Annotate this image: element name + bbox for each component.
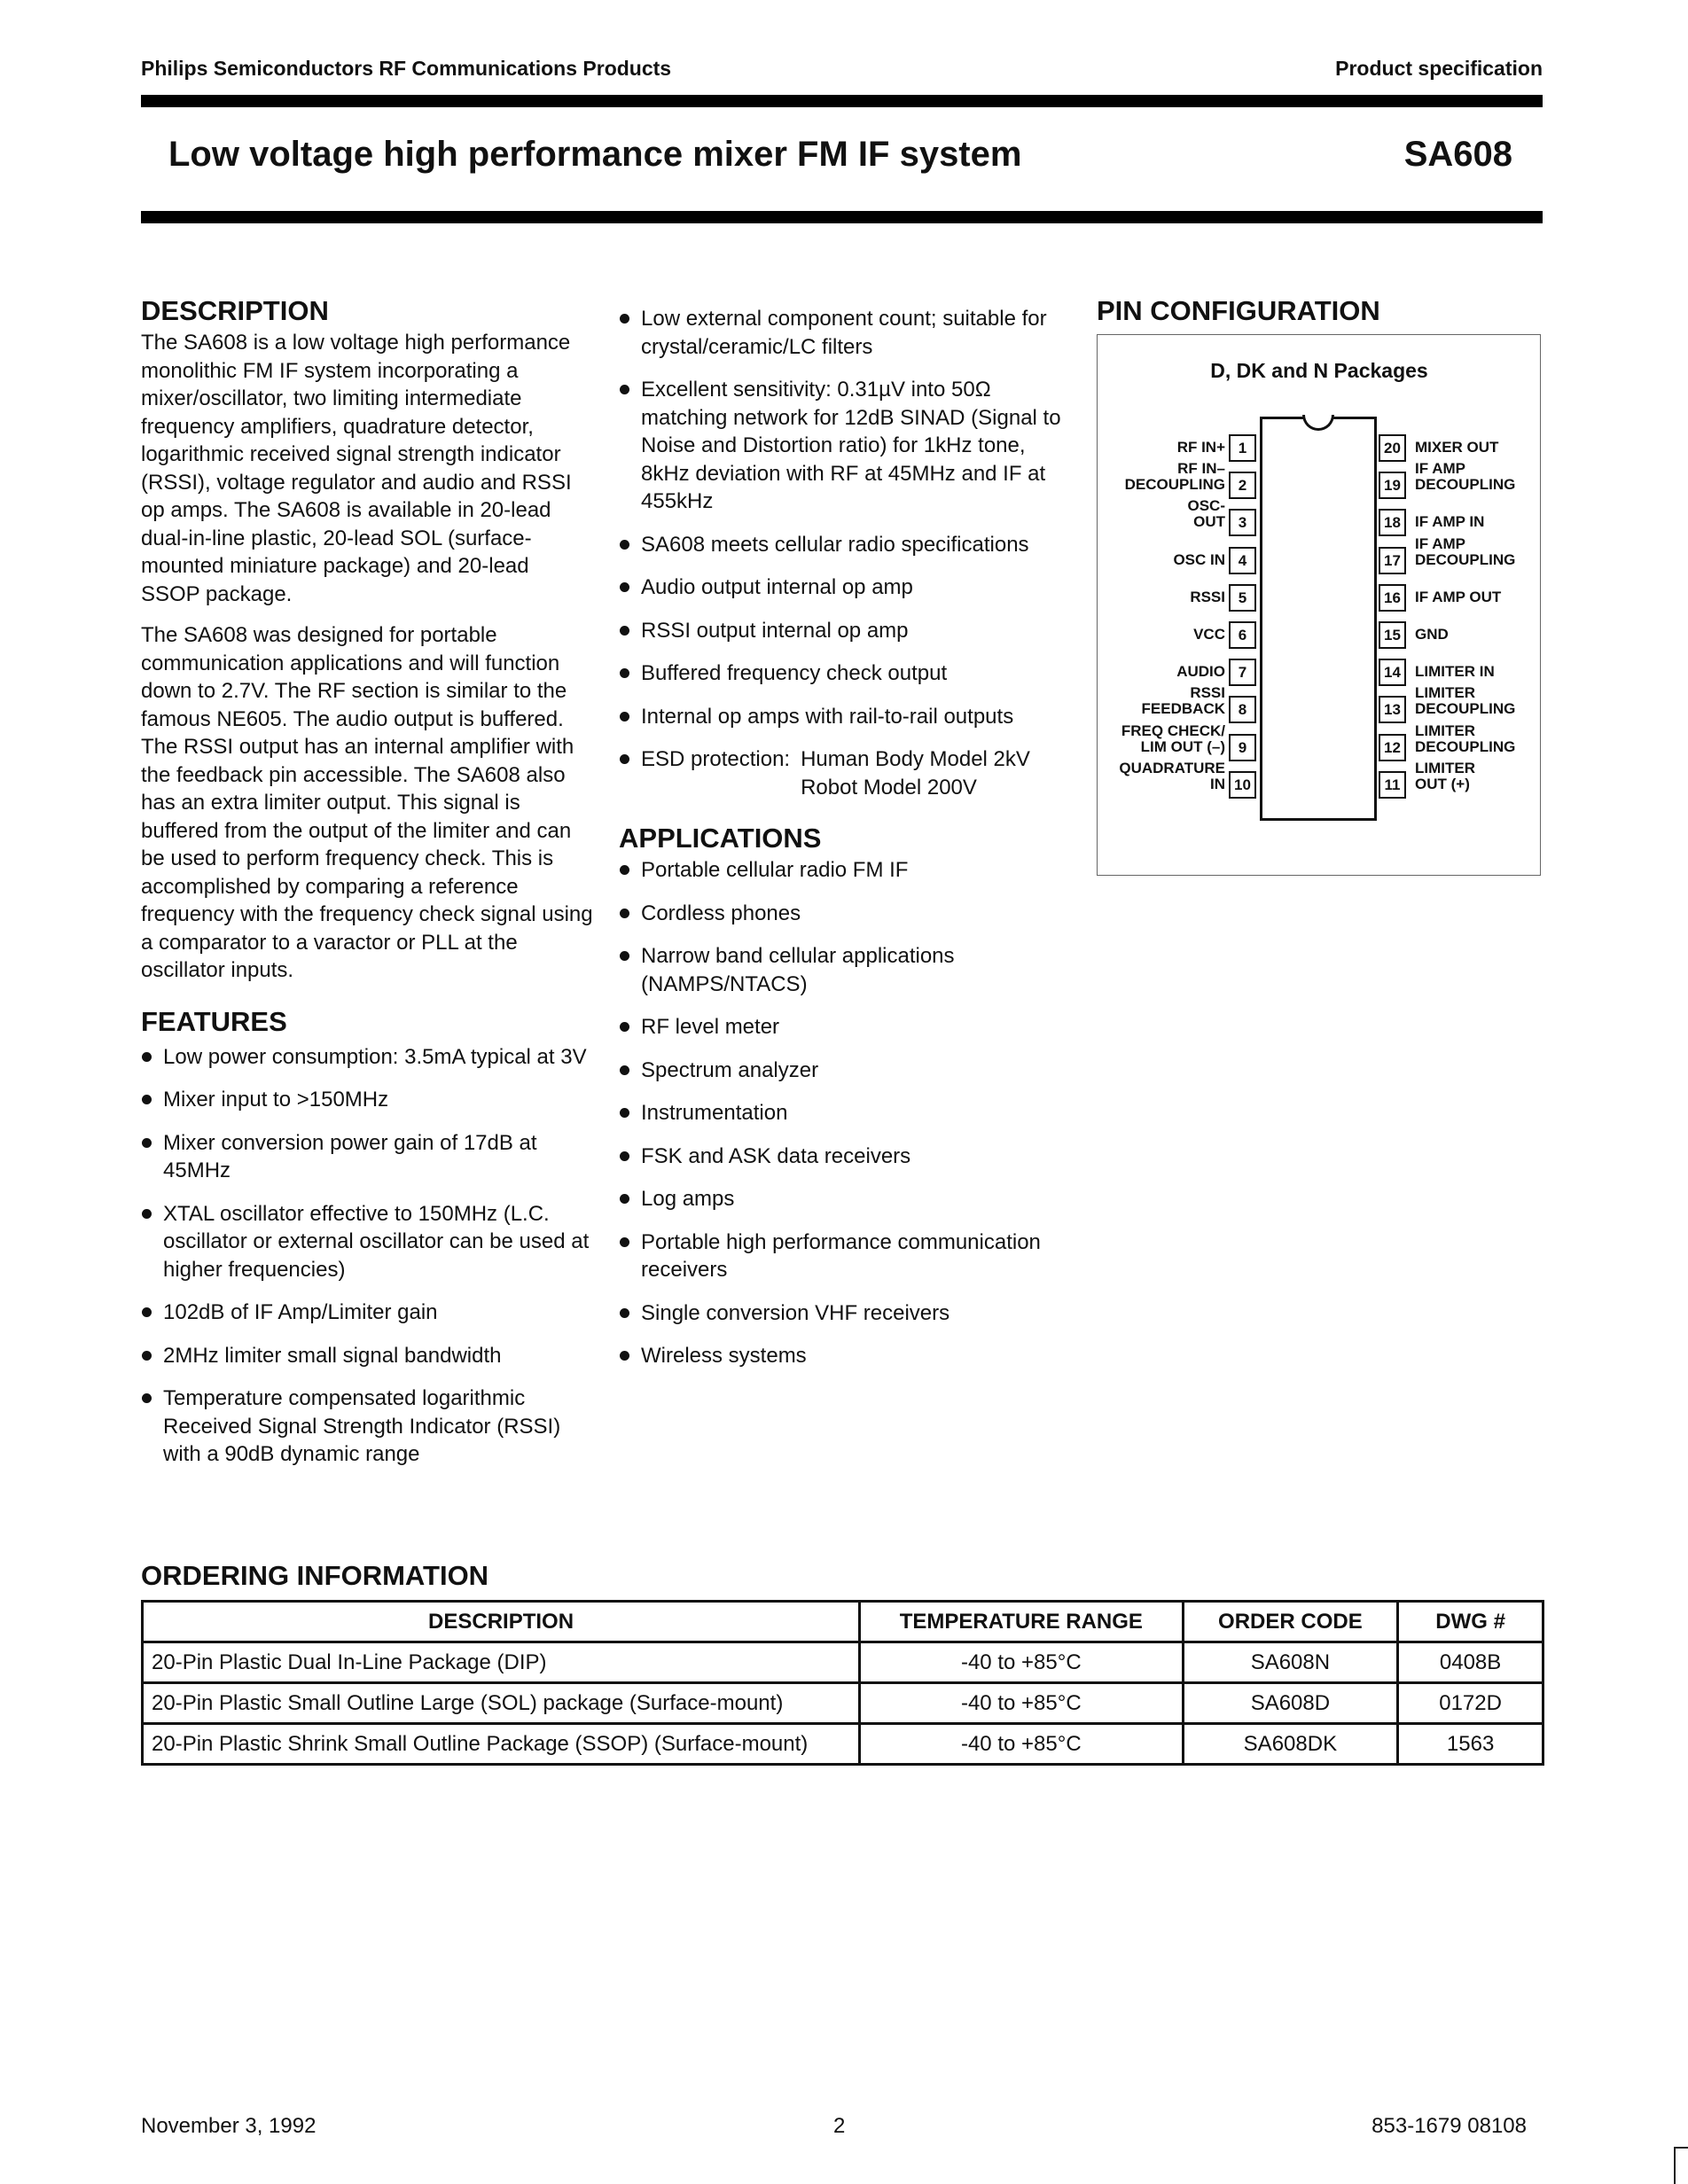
list-item-esd: [619, 745, 1075, 801]
list-item: Narrow band cellular applications (NAMPS/NTACS): [619, 942, 1075, 998]
pin-label: LIMITER DECOUPLING: [1415, 684, 1516, 718]
table-cell: SA608D: [1183, 1683, 1398, 1724]
list-item: Portable high performance communication receivers: [619, 1228, 1075, 1284]
pin-label: RSSI FEEDBACK: [1141, 684, 1225, 718]
page-number: 2: [833, 2114, 846, 2138]
features-heading: FEATURES: [141, 1005, 287, 1037]
list-item: Internal op amps with rail-to-rail outputs: [619, 703, 1075, 731]
table-cell: -40 to +85°C: [860, 1683, 1183, 1724]
package-title: D, DK and N Packages: [1210, 359, 1428, 382]
list-item: SA608 meets cellular radio specifications: [619, 531, 1075, 559]
pin-label: OSC- OUT: [1187, 497, 1225, 531]
list-item: FSK and ASK data receivers: [619, 1143, 1075, 1171]
pin-label: VCC: [1193, 626, 1225, 643]
esd-line: Human Body Model 2kV: [801, 747, 1030, 771]
esd-line: Robot Model 200V: [801, 775, 977, 800]
pin-number: 3: [1229, 509, 1256, 536]
pin-label: RF IN– DECOUPLING: [1124, 460, 1225, 494]
esd-label: ESD protection:: [641, 747, 791, 771]
pin-number: 16: [1379, 584, 1406, 612]
pin-label: RF IN+: [1176, 439, 1225, 456]
applications-list: [619, 856, 1075, 1370]
table-header-row: [143, 1602, 1543, 1642]
table-cell: 0408B: [1398, 1642, 1543, 1683]
pin-number: 14: [1379, 659, 1406, 686]
pin-label: GND: [1415, 626, 1449, 643]
list-item: Log amps: [619, 1185, 1075, 1213]
table-cell: SA608DK: [1183, 1724, 1398, 1765]
pin-label: QUADRATURE IN: [1119, 759, 1225, 792]
list-item: Cordless phones: [619, 900, 1075, 928]
pin-number: 6: [1229, 621, 1256, 649]
part-number: SA608: [1403, 135, 1512, 174]
pin-number: 9: [1229, 734, 1256, 761]
pin-number: 7: [1229, 659, 1256, 686]
pin-number: 12: [1379, 734, 1406, 761]
pin-number: 20: [1379, 434, 1406, 462]
pin-label: FREQ CHECK/ LIM OUT (–): [1121, 722, 1225, 755]
table-row: [143, 1683, 1543, 1724]
pin-label: AUDIO: [1176, 663, 1225, 681]
list-item: Spectrum analyzer: [619, 1057, 1075, 1085]
company-header: Philips Semiconductors RF Communications Products: [141, 57, 672, 80]
document-type: Product specification: [1335, 57, 1543, 80]
pin-label: IF AMP DECOUPLING: [1415, 534, 1516, 568]
header-rule-bottom: [141, 211, 1543, 223]
pin-number: 10: [1229, 771, 1256, 799]
table-row: [143, 1724, 1543, 1765]
table-cell: 1563: [1398, 1724, 1543, 1765]
list-item: Wireless systems: [619, 1342, 1075, 1370]
pin-label: LIMITER IN: [1415, 663, 1495, 681]
page-title: Low voltage high performance mixer FM IF system: [168, 135, 1022, 174]
description-paragraph: The SA608 was designed for portable communication applications and will function down to 2.7V. The RF section is similar to the famous NE605. The audio output is buffered. The RSSI output has an internal amplifier with the feedback pin accessible. The SA608 also has an extra limiter output. This signal is buffered from the output of the limiter and can be used to perform frequency check. This is accomplished by comparing a reference frequency with the frequency check signal using a comparator to a varactor or PLL at the oscillator inputs.: [141, 623, 593, 982]
pin-label: IF AMP DECOUPLING: [1415, 460, 1516, 494]
list-item: Buffered frequency check output: [619, 659, 1075, 688]
column-left: [141, 295, 593, 1484]
header-rule-top: [141, 95, 1543, 107]
pin-number: 18: [1379, 509, 1406, 536]
pin-configuration-heading: PIN CONFIGURATION: [1097, 295, 1380, 326]
pin-number: 19: [1379, 472, 1406, 499]
list-item: RF level meter: [619, 1013, 1075, 1041]
list-item: Instrumentation: [619, 1099, 1075, 1127]
table-row: [143, 1642, 1543, 1683]
list-item: Excellent sensitivity: 0.31µV into 50Ω matching network for 12dB SINAD (Signal to Noise and Distortion ratio) for 1kHz tone, 8kHz deviation with RF at 45MHz and IF at 455kHz: [619, 376, 1075, 516]
pin-number: 15: [1379, 621, 1406, 649]
pin-number: 1: [1229, 434, 1256, 462]
column-header: TEMPERATURE RANGE: [860, 1602, 1183, 1642]
column-header: DESCRIPTION: [143, 1602, 860, 1642]
list-item: RSSI output internal op amp: [619, 617, 1075, 645]
pin-label: LIMITER DECOUPLING: [1415, 722, 1516, 755]
table-cell: 20-Pin Plastic Small Outline Large (SOL) package (Surface-mount): [143, 1683, 860, 1724]
pin-number: 2: [1229, 472, 1256, 499]
column-middle: [619, 305, 1075, 1385]
crop-mark: [1674, 2147, 1688, 2184]
pin-number: 17: [1379, 547, 1406, 574]
list-item: Audio output internal op amp: [619, 573, 1075, 602]
table-cell: -40 to +85°C: [860, 1724, 1183, 1765]
footer-code: 853-1679 08108: [1372, 2114, 1527, 2138]
column-header: ORDER CODE: [1183, 1602, 1398, 1642]
footer-date: November 3, 1992: [141, 2114, 316, 2138]
list-item: Low power consumption: 3.5mA typical at 3V: [141, 1043, 593, 1072]
list-item: Single conversion VHF receivers: [619, 1299, 1075, 1328]
table-cell: -40 to +85°C: [860, 1642, 1183, 1683]
table-cell: 20-Pin Plastic Shrink Small Outline Package (SSOP) (Surface-mount): [143, 1724, 860, 1765]
pin-label: RSSI: [1190, 588, 1225, 605]
pin-label: IF AMP IN: [1415, 513, 1485, 531]
applications-heading: APPLICATIONS: [619, 823, 822, 854]
list-item: XTAL oscillator effective to 150MHz (L.C. oscillator or external oscillator can be used at higher frequencies): [141, 1200, 593, 1284]
list-item: Portable cellular radio FM IF: [619, 856, 1075, 885]
features-list-continued: [619, 305, 1075, 801]
table-cell: 0172D: [1398, 1683, 1543, 1724]
description-heading: DESCRIPTION: [141, 295, 329, 326]
list-item: 2MHz limiter small signal bandwidth: [141, 1342, 593, 1370]
pin-number: 4: [1229, 547, 1256, 574]
pin-number: 5: [1229, 584, 1256, 612]
pin-label: IF AMP OUT: [1415, 588, 1502, 605]
list-item: Low external component count; suitable for crystal/ceramic/LC filters: [619, 305, 1075, 361]
pin-label: LIMITER OUT (+): [1415, 759, 1475, 792]
ordering-heading: ORDERING INFORMATION: [141, 1560, 489, 1591]
pin-number: 13: [1379, 696, 1406, 723]
table-cell: 20-Pin Plastic Dual In-Line Package (DIP): [143, 1642, 860, 1683]
ordering-table: [141, 1600, 1544, 1766]
list-item: Mixer conversion power gain of 17dB at 45MHz: [141, 1129, 593, 1185]
ic-package-body: [1260, 417, 1377, 821]
features-list: [141, 1043, 593, 1469]
pin-label: OSC IN: [1173, 550, 1225, 568]
list-item: Temperature compensated logarithmic Received Signal Strength Indicator (RSSI) with a 90dB dynamic range: [141, 1384, 593, 1469]
description-paragraph: The SA608 is a low voltage high performance monolithic FM IF system incorporating a mixer/oscillator, two limiting intermediate frequency amplifiers, quadrature detector, logarithmic received signal strength indicator (RSSI), voltage regulator and audio and RSSI op amps. The SA608 is available in 20-lead dual-in-line plastic, 20-lead SOL (surface-mounted miniature package) and 20-lead SSOP package.: [141, 331, 572, 606]
list-item: Mixer input to >150MHz: [141, 1086, 593, 1114]
column-header: DWG #: [1398, 1602, 1543, 1642]
pin-label: MIXER OUT: [1415, 439, 1499, 456]
list-item: 102dB of IF Amp/Limiter gain: [141, 1299, 593, 1327]
pin-number: 8: [1229, 696, 1256, 723]
table-cell: SA608N: [1183, 1642, 1398, 1683]
pin-number: 11: [1379, 771, 1406, 799]
